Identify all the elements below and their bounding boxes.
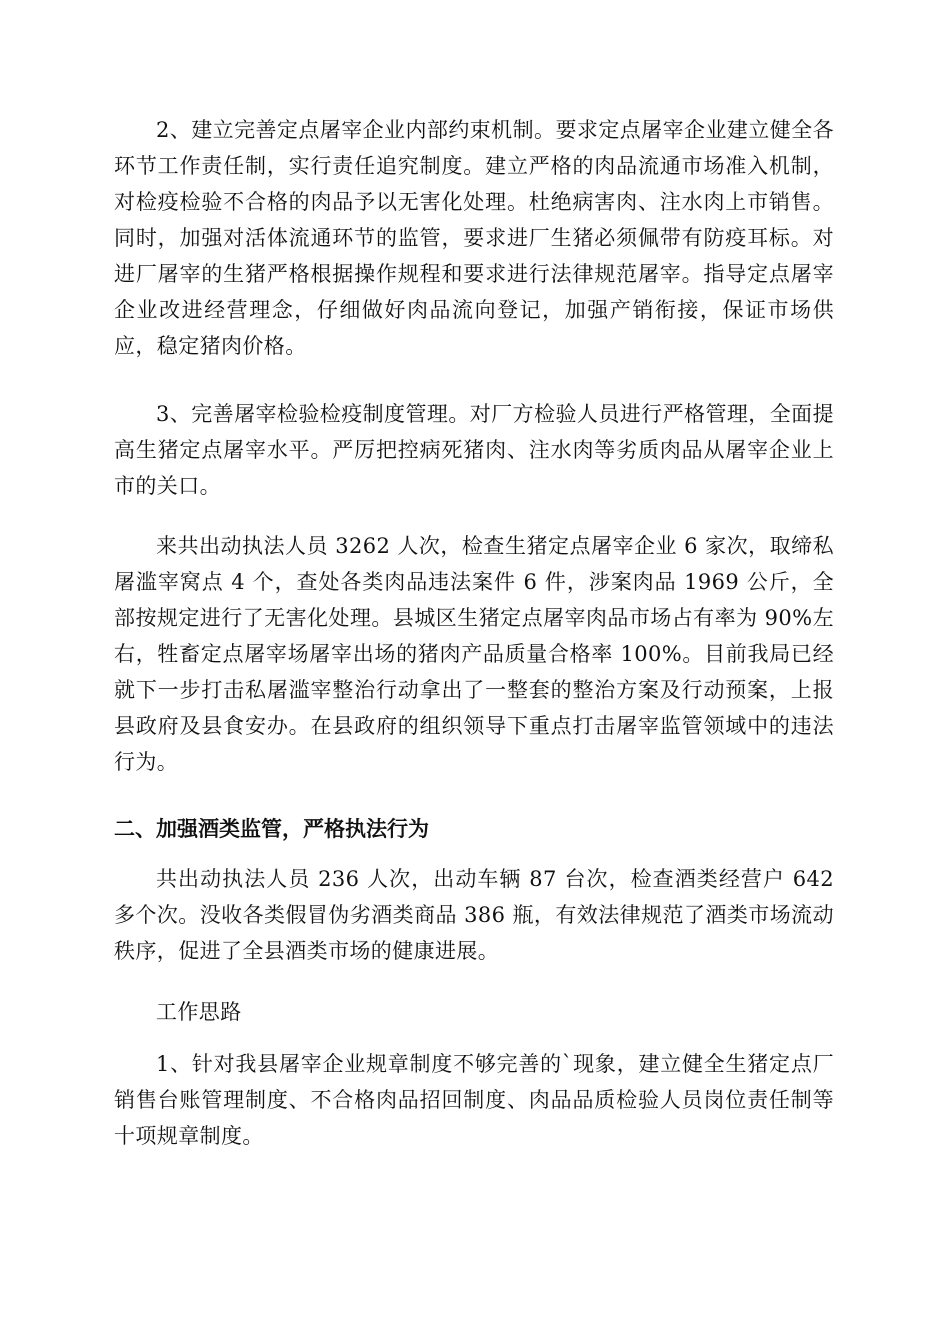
paragraph-slaughter-constraint: 2、建立完善定点屠宰企业内部约束机制。要求定点屠宰企业建立健全各环节工作责任制，实行责任追究制度。建立严格的肉品流通市场准入机制，对检疫检验不合格的肉品予以无害化处理。杜绝病害肉、注水肉上市销售。同时，加强对活体流通环节的监管，要求进厂生猪必须佩带有防疫耳标。对进厂屠宰的生猪严格根据操作规程和要求进行法律规范屠宰。指导定点屠宰企业改进经营理念，仔细做好肉品流向登记，加强产销衔接，保证市场供应，稳定猪肉价格。: [114, 118, 834, 358]
paragraph-rules-regulations: 1、针对我县屠宰企业规章制度不够完善的`现象，建立健全生猪定点厂销售台账管理制度、不合格肉品招回制度、肉品品质检验人员岗位责任制等十项规章制度。: [114, 1052, 834, 1148]
paragraph-inspection-management: 3、完善屠宰检验检疫制度管理。对厂方检验人员进行严格管理，全面提高生猪定点屠宰水平。严厉把控病死猪肉、注水肉等劣质肉品从屠宰企业上市的关口。: [114, 402, 834, 498]
section-heading-liquor: 二、加强酒类监管，严格执法行为: [114, 817, 429, 841]
paragraph-enforcement-stats: 来共出动执法人员 3262 人次，检查生猪定点屠宰企业 6 家次，取缔私屠滥宰窝点 4 个，查处各类肉品违法案件 6 件，涉案肉品 1969 公斤，全部按规定进行了无害化处理。县城区生猪定点屠宰肉品市场占有率为 90%左右，牲畜定点屠宰场屠宰出场的猪肉产品质量合格率 100%。目前我局已经就下一步打击私屠滥宰整治行动拿出了一整套的整治方案及行动预案，上报县政府及县食安办。在县政府的组织领导下重点打击屠宰监管领域中的违法行为。: [114, 534, 834, 774]
paragraph-liquor-stats: 共出动执法人员 236 人次，出动车辆 87 台次，检查酒类经营户 642 多个次。没收各类假冒伪劣酒类商品 386 瓶，有效法律规范了酒类市场流动秩序，促进了全县酒类市场的健康进展。: [114, 867, 834, 963]
paragraph-work-ideas: 工作思路: [156, 1000, 242, 1024]
